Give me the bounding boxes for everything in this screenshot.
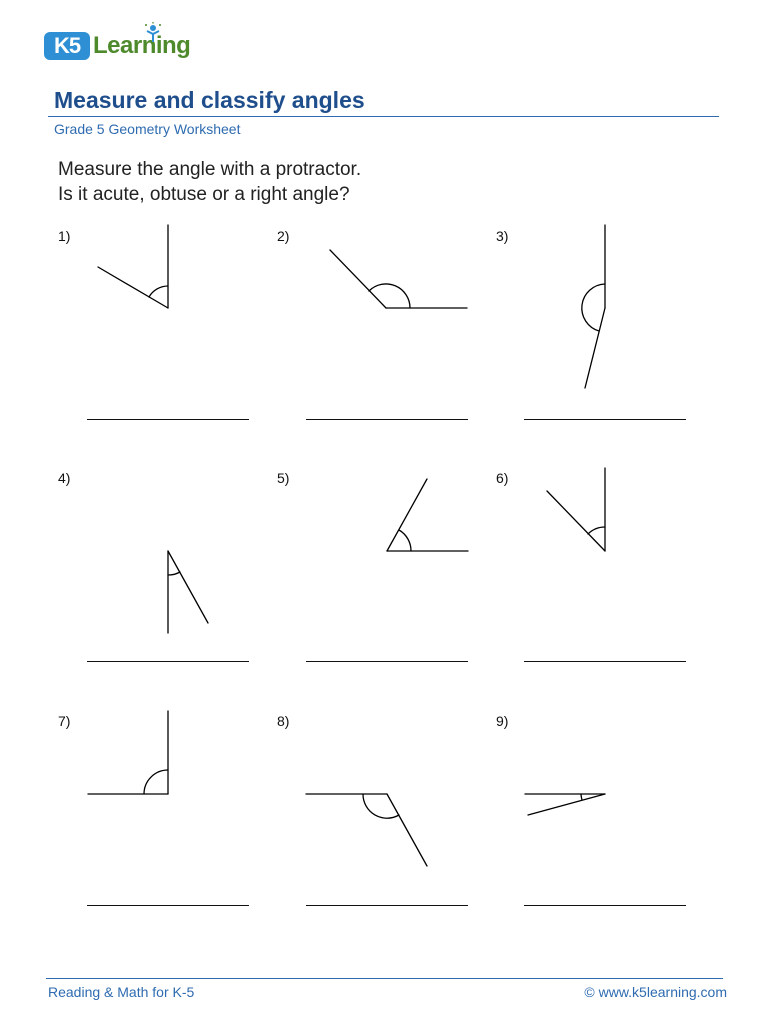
instructions-line-1: Measure the angle with a protractor. <box>58 159 362 180</box>
page-title: Measure and classify angles <box>54 87 365 113</box>
problem-7-label: 7) <box>58 713 71 729</box>
angle-5-diagram <box>387 479 468 551</box>
problem-5-label: 5) <box>277 470 290 486</box>
footer-rule <box>46 978 723 979</box>
logo-k5-box: K5 <box>44 32 90 60</box>
problem-3-label: 3) <box>496 228 509 244</box>
answer-line-5[interactable] <box>306 661 468 662</box>
answer-line-4[interactable] <box>87 661 249 662</box>
footer-website[interactable]: © www.k5learning.com <box>584 984 727 1000</box>
footer-tagline: Reading & Math for K-5 <box>48 984 195 1000</box>
problem-1-label: 1) <box>58 228 71 244</box>
angle-1-diagram <box>98 225 168 308</box>
problem-9-label: 9) <box>496 713 509 729</box>
angle-6-diagram <box>547 468 605 551</box>
angle-9-diagram <box>525 794 605 815</box>
instructions-line-2: Is it acute, obtuse or a right angle? <box>58 184 350 205</box>
page-subtitle: Grade 5 Geometry Worksheet <box>54 121 241 137</box>
answer-line-6[interactable] <box>524 661 686 662</box>
angle-8-diagram <box>306 794 427 866</box>
problem-6-label: 6) <box>496 470 509 486</box>
angle-4-diagram <box>168 551 208 633</box>
angle-2-diagram <box>330 250 467 308</box>
angle-7-diagram <box>88 711 168 794</box>
logo-learning-word: Learning <box>93 32 191 59</box>
answer-line-9[interactable] <box>524 905 686 906</box>
answer-line-2[interactable] <box>306 419 468 420</box>
problem-2-label: 2) <box>277 228 290 244</box>
answer-line-8[interactable] <box>306 905 468 906</box>
answer-line-3[interactable] <box>524 419 686 420</box>
answer-line-1[interactable] <box>87 419 249 420</box>
answer-line-7[interactable] <box>87 905 249 906</box>
problem-8-label: 8) <box>277 713 290 729</box>
angle-3-diagram <box>582 225 605 388</box>
problem-4-label: 4) <box>58 470 71 486</box>
